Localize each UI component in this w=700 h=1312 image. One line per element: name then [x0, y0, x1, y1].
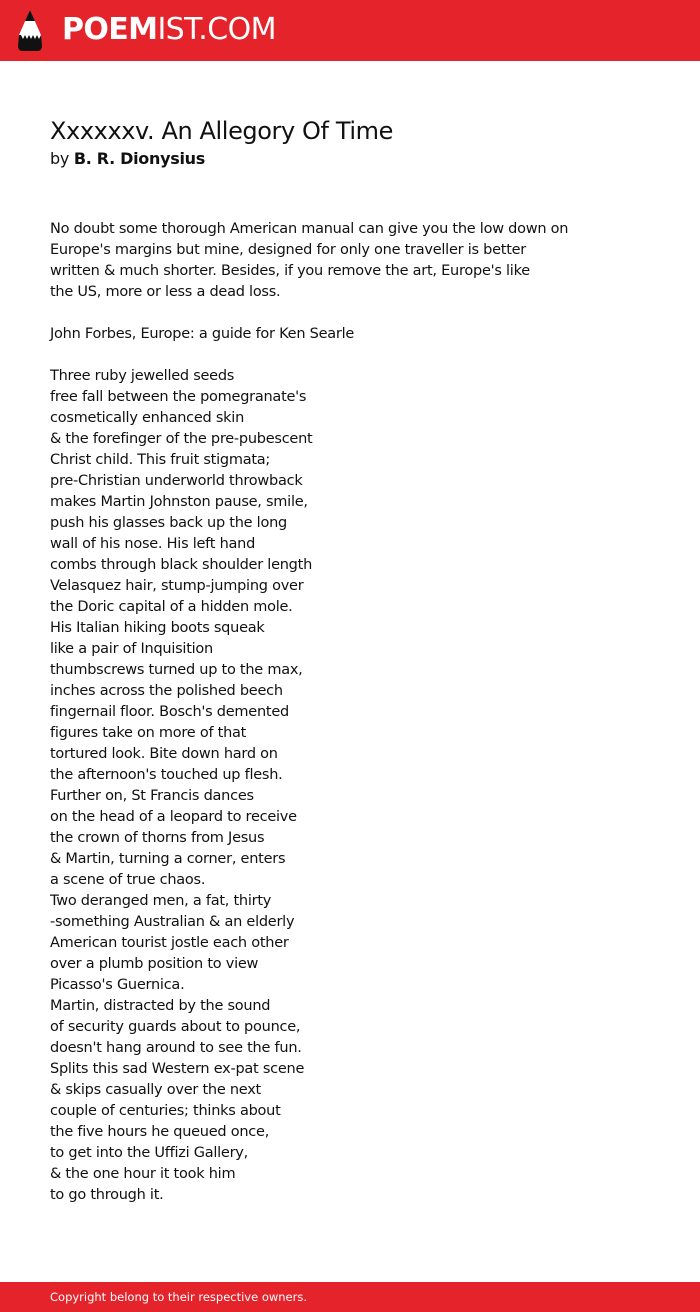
copyright-notice: Copyright belong to their respective owners. [50, 1290, 308, 1304]
brand-name-bold: POEM [62, 12, 158, 47]
poem-line: Velasquez hair, stump-jumping over [50, 578, 304, 594]
brand-name-light: IST.COM [157, 12, 276, 47]
poem-line: & the one hour it took him [50, 1166, 236, 1182]
poem-line: Three ruby jewelled seeds [50, 368, 235, 384]
poem-line: No doubt some thorough American manual can give you the low down on [50, 221, 569, 237]
poem-line: a scene of true chaos. [50, 872, 206, 888]
poem-line: free fall between the pomegranate's [50, 389, 307, 405]
poem-line: Further on, St Francis dances [50, 788, 254, 804]
poem-line: & Martin, turning a corner, enters [50, 851, 286, 867]
poem-line: thumbscrews turned up to the max, [50, 662, 303, 678]
stanza-break [50, 303, 650, 324]
site-footer [0, 1282, 700, 1312]
pencil-icon[interactable] [17, 9, 43, 52]
poem-line: over a plumb position to view [50, 956, 259, 972]
poem-line: to go through it. [50, 1187, 164, 1203]
poem-line: pre-Christian underworld throwback [50, 473, 303, 489]
brand-logo[interactable] [62, 12, 276, 48]
byline [50, 148, 205, 170]
poem-line: of security guards about to pounce, [50, 1019, 301, 1035]
poem-line: the Doric capital of a hidden mole. [50, 599, 293, 615]
poem-line: the crown of thorns from Jesus [50, 830, 265, 846]
poem-line: the US, more or less a dead loss. [50, 284, 281, 300]
poem-line: cosmetically enhanced skin [50, 410, 245, 426]
poem-line: figures take on more of that [50, 725, 247, 741]
poem-line: -something Australian & an elderly [50, 914, 295, 930]
poem-title: Xxxxxxv. An Allegory Of Time [50, 117, 393, 145]
poem-line: & skips casually over the next [50, 1082, 261, 1098]
poem-line: Two deranged men, a fat, thirty [50, 893, 272, 909]
poem-line: doesn't hang around to see the fun. [50, 1040, 302, 1056]
poem-line: to get into the Uffizi Gallery, [50, 1145, 248, 1161]
poem-line: push his glasses back up the long [50, 515, 287, 531]
poem-line: combs through black shoulder length [50, 557, 313, 573]
by-label: by [50, 149, 70, 168]
poem-line: Martin, distracted by the sound [50, 998, 271, 1014]
poem-line: Picasso's Guernica. [50, 977, 185, 993]
stanza-break [50, 345, 650, 366]
site-header [0, 0, 700, 61]
poem-line: like a pair of Inquisition [50, 641, 213, 657]
poem-line: fingernail floor. Bosch's demented [50, 704, 289, 720]
poem-line: the afternoon's touched up flesh. [50, 767, 283, 783]
author-name: B. R. Dionysius [73, 149, 205, 168]
poem-line: Christ child. This fruit stigmata; [50, 452, 271, 468]
poem-line: Splits this sad Western ex-pat scene [50, 1061, 305, 1077]
poem-line: American tourist jostle each other [50, 935, 289, 951]
poem-line: tortured look. Bite down hard on [50, 746, 278, 762]
poem-line: makes Martin Johnston pause, smile, [50, 494, 308, 510]
poem-line: wall of his nose. His left hand [50, 536, 256, 552]
poem-body [50, 219, 650, 1206]
poem-line: couple of centuries; thinks about [50, 1103, 281, 1119]
poem-line: inches across the polished beech [50, 683, 283, 699]
poem-line: on the head of a leopard to receive [50, 809, 297, 825]
poem-line: written & much shorter. Besides, if you remove the art, Europe's like [50, 263, 530, 279]
poem-line: the five hours he queued once, [50, 1124, 270, 1140]
poem-line: His Italian hiking boots squeak [50, 620, 265, 636]
poem-line: Europe's margins but mine, designed for only one traveller is better [50, 242, 527, 258]
poem-line: John Forbes, Europe: a guide for Ken Searle [50, 326, 355, 342]
poem-line: & the forefinger of the pre-pubescent [50, 431, 313, 447]
